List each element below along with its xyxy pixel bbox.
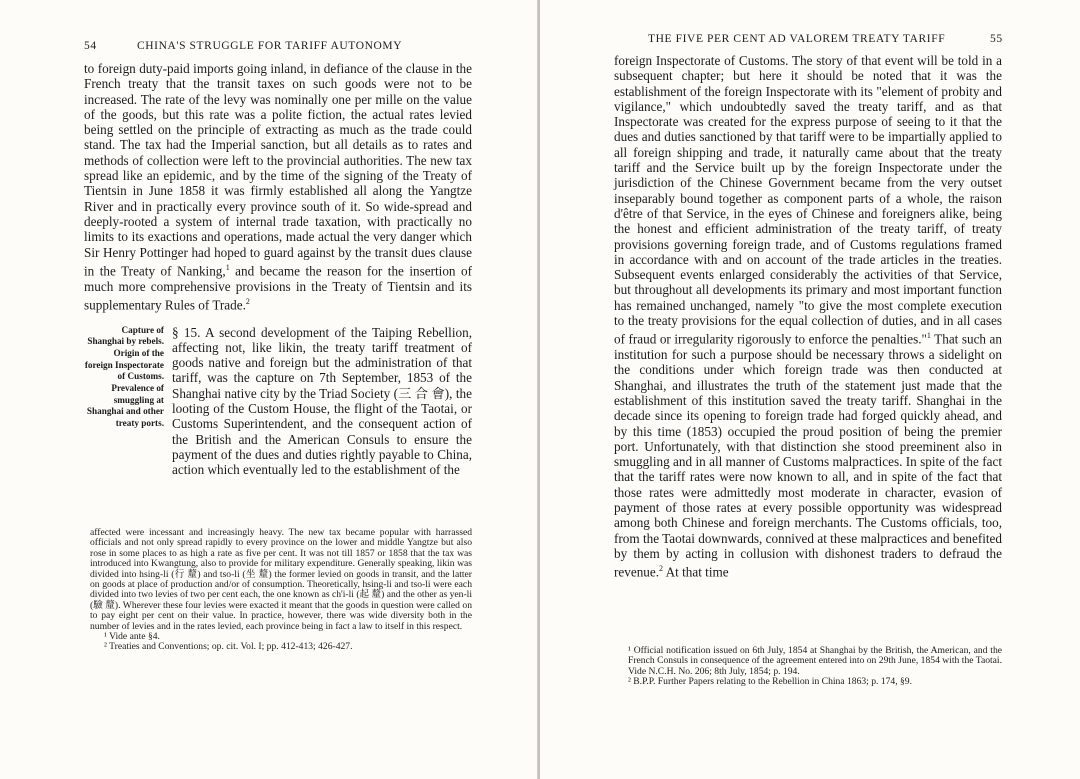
margin-note: Capture of Shanghai by rebels. Origin of the foreign Inspectorate of Customs. Prevalence of smuggling at Shanghai and other treaty ports. — [84, 324, 164, 429]
footnote-1: ¹ Vide ante §4. — [104, 631, 160, 643]
right-footnotes — [614, 646, 1002, 688]
left-footnotes — [90, 528, 472, 653]
right-body-text: foreign Inspectorate of Customs. The story of that event will be told in a subsequent chapter; but here it should be noted that it was the establishment of the foreign Inspectorate with its "element of probity and vigilance," which undoubtedly saved the treaty tariff, and as that Inspectorate was created for the express purpose of seeing to it that the dues and duties sanctioned by that tariff were to be impartially applied to all foreign shipping and trade, it naturally came about that the treaty tariff and the Service built up by the foreign Inspectorate under the jurisdiction of the Chinese Government became from the very outset inseparably bound together as component parts of a whole, the raison d'être of that Service, in the eyes of Chinese and foreigners alike, being the honest and efficient administration of the treaty tariff, of treaty provisions governing foreign trade, and of Customs regulations framed in accordance with and on account of the trade articles in the treaties. Subsequent events enlarged considerably the activities of that Service, but throughout all developments its primary and most important function has remained unchanged, namely "to give the most complete execution to the treaty provisions for the equal collection of duties, and in all cases of fraud or irregularity rigorously to enforce the penalties."$^1$ That such an institution for such a purpose should be necessary throws a sidelight on the conditions under which foreign trade was then conducted at Shanghai, and illustrates the truth of the statement just made that the establishment of this institution saved the treaty tariff. Shanghai in the decade since its opening to foreign trade had forged quickly ahead, and by this time (1853) occupied the proud position of being the premier port. Unfortunately, with that distinction she stood preeminent also in smuggling and in all manner of Customs malpractices. In spite of the fact that the tariff rates were now known to all, and in spite of the fact that those rates were admittedly most moderate in character, evasion of payment of those rates at every possible opportunity was widespread among both Chinese and foreign merchants. The Customs officials, too, from the Taotai downwards, connived at these malpractices and benefited by them by acting in collusion with dishonest traders to defraud the revenue.$^2$ At that time — [614, 53, 1002, 580]
footnote-2: ² B.P.P. Further Papers relating to the Rebellion in China 1863; p. 174, §9. — [628, 676, 913, 688]
right-page — [540, 0, 1080, 779]
section-15 — [84, 325, 472, 478]
section-text: § 15. A second development of the Taiping Rebellion, affecting not, like likin, the treaty tariff treatment of goods native and foreign but the administration of that tariff, was the capture on 7th September, 1853 of the Shanghai native city by the Triad Society (三 合 會), the looting of the Custom House, the flight of the Taotai, or Customs Superintendent, and the consequent action of the British and the American Consuls to ensure the payment of the dues and duties rightly payable to China, action which eventually led to the establishment of the — [172, 324, 472, 478]
footnote-2: ² Treaties and Conventions; op. cit. Vol. I; pp. 412-413; 426-427. — [104, 641, 353, 653]
footnote-1: ¹ Official notification issued on 6th July, 1854 at Shanghai by the British, the American, and the French Consuls in consequence of the agreement entered into on 29th June, 1854 with the Taotai. Vide N.C.H. No. 206; 8th July, 1854; p. 194. — [628, 645, 1002, 677]
right-running-head: THE FIVE PER CENT AD VALOREM TREATY TARIFF — [648, 33, 946, 45]
left-running-head: CHINA'S STRUGGLE FOR TARIFF AUTONOMY — [137, 40, 403, 52]
left-page-number: 54 — [84, 40, 97, 52]
left-body-text: to foreign duty-paid imports going inland, in defiance of the clause in the French treaty that the transit taxes on such goods were not to be increased. The rate of the levy was nominally one per mille on the value of the goods, but this rate was a polite fiction, the actual rates levied being settled on the principle of extracting as much as the trade could stand. The tax had the Imperial sanction, but all details as to rates and methods of collection were left to the provincial authorities. The new tax spread like an epidemic, and by the time of the signing of the Treaty of Tientsin in June 1858 it was firmly established all along the Yangtze River and in practically every province south of it. So wide-spread and deeply-rooted a system of internal trade taxation, with practically no limits to its exactions and operations, made actual the very danger which Sir Henry Pottinger had hoped to guard against by the transit dues clause in the Treaty of Nanking,$^1$ and became the reason for the insertion of much more comprehensive provisions in the Treaty of Tientsin and its supplementary Rules of Trade.$^2$ Capture of Shanghai by rebels. Origin of the foreign Inspectorate of Customs. Prevalence of smuggling at Shanghai and other treaty ports. § 15. A second development of the Taiping Rebellion, affecting not, like likin, the treaty tariff treatment of goods native and foreign but the administration of that tariff, was the capture on 7th September, 1853 of the Shanghai native city by the Triad Society (三 合 會), the looting of the Custom House, the flight of the Taotai, or Customs Superintendent, and the consequent action of the British and the American Consuls to ensure the payment of the dues and duties rightly payable to China, action which eventually led to the establishment of the — [84, 61, 472, 478]
right-page-number: 55 — [990, 33, 1003, 45]
left-page — [0, 0, 538, 779]
footnote-continuation: affected were incessant and increasingly heavy. The new tax became popular with harrassed officials and not only spread rapidly to every province on the lower and middle Yangtze but also rose in some places to as high a rate as five per cent. It was not till 1857 or 1858 that the tax was introduced into Kwangtung, also to provide for military expenditure. Generally speaking, likin was divided into hsing-li (行 釐) and tso-li (坐 釐) the former levied on goods in transit, and the latter on goods at place of production and/or of consumption. Theoretically, hsing-li and tso-li were each divided into two levies of two per cent each, the one known as ch'i-li (起 釐) and the other as yen-li (驗 釐). Wherever these four levies were exacted it meant that the goods in question were called on to pay eight per cent on their value. In practice, however, there was wide diversity both in the number of levies and in the rates levied, each province being in fact a law to itself in this respect. — [90, 527, 472, 632]
